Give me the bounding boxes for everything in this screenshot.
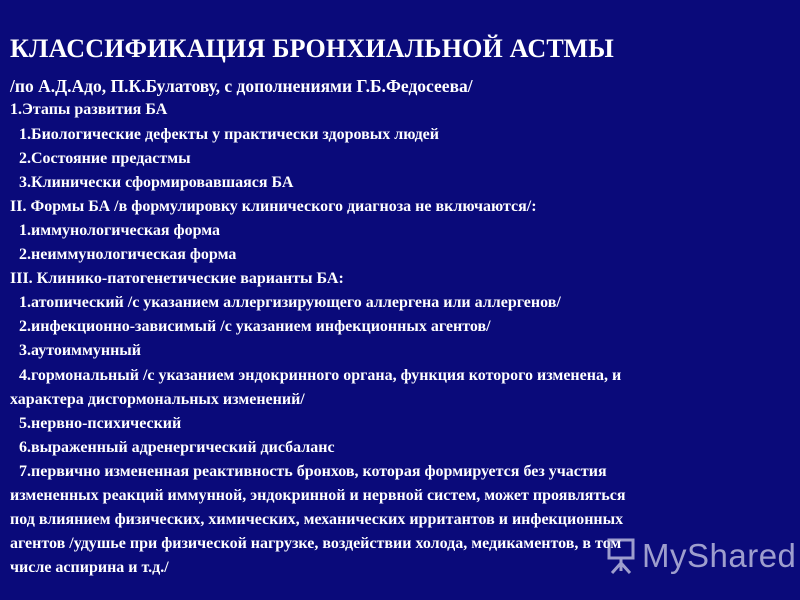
watermark	[606, 536, 796, 576]
section-heading-stages: 1.Этапы развития БА	[10, 101, 168, 118]
section-heading-variants: III. Клинико-патогенетические варианты БА:	[10, 270, 344, 287]
list-item: 3.Клинически сформировавшаяся БА	[19, 174, 294, 191]
list-item: 1.атопический /с указанием аллергизирующего аллергена или аллергенов/	[19, 294, 561, 311]
list-item: 2.Состояние предастмы	[19, 150, 191, 167]
list-item: 6.выраженный адренергический дисбаланс	[19, 439, 335, 456]
list-item: 1.иммунологическая форма	[19, 222, 221, 239]
list-item-continuation: числе аспирина и т.д./	[10, 559, 169, 576]
page-title: КЛАССИФИКАЦИЯ БРОНХИАЛЬНОЙ АСТМЫ	[10, 34, 614, 63]
list-item: 4.гормональный /с указанием эндокринного органа, функция которого изменена, и	[19, 367, 622, 384]
page-subtitle: /по А.Д.Адо, П.К.Булатову, с дополнениями Г.Б.Федосеева/	[10, 76, 473, 96]
list-item-continuation: под влиянием физических, химических, механических ирритантов и инфекционных	[10, 511, 624, 528]
list-item-continuation: измененных реакций иммунной, эндокринной и нервной систем, может проявляться	[10, 487, 626, 504]
section-heading-forms: II. Формы БА /в формулировку клинического диагноза не включаются/:	[10, 198, 537, 215]
list-item: 2.инфекционно-зависимый /с указанием инфекционных агентов/	[19, 318, 491, 335]
list-item: 5.нервно-психический	[19, 415, 182, 432]
watermark-text: MyShared	[642, 537, 797, 574]
list-item-continuation: агентов /удушье при физической нагрузке, воздействии холода, медикаментов, в том	[10, 535, 622, 552]
presentation-stand-icon	[606, 537, 636, 575]
list-item: 3.аутоиммунный	[19, 342, 141, 359]
list-item: 1.Биологические дефекты у практически здоровых людей	[19, 126, 439, 143]
list-item: 2.неиммунологическая форма	[19, 246, 237, 263]
list-item-continuation: характера дисгормональных изменений/	[10, 391, 305, 408]
list-item: 7.первично измененная реактивность бронхов, которая формируется без участия	[19, 463, 607, 480]
